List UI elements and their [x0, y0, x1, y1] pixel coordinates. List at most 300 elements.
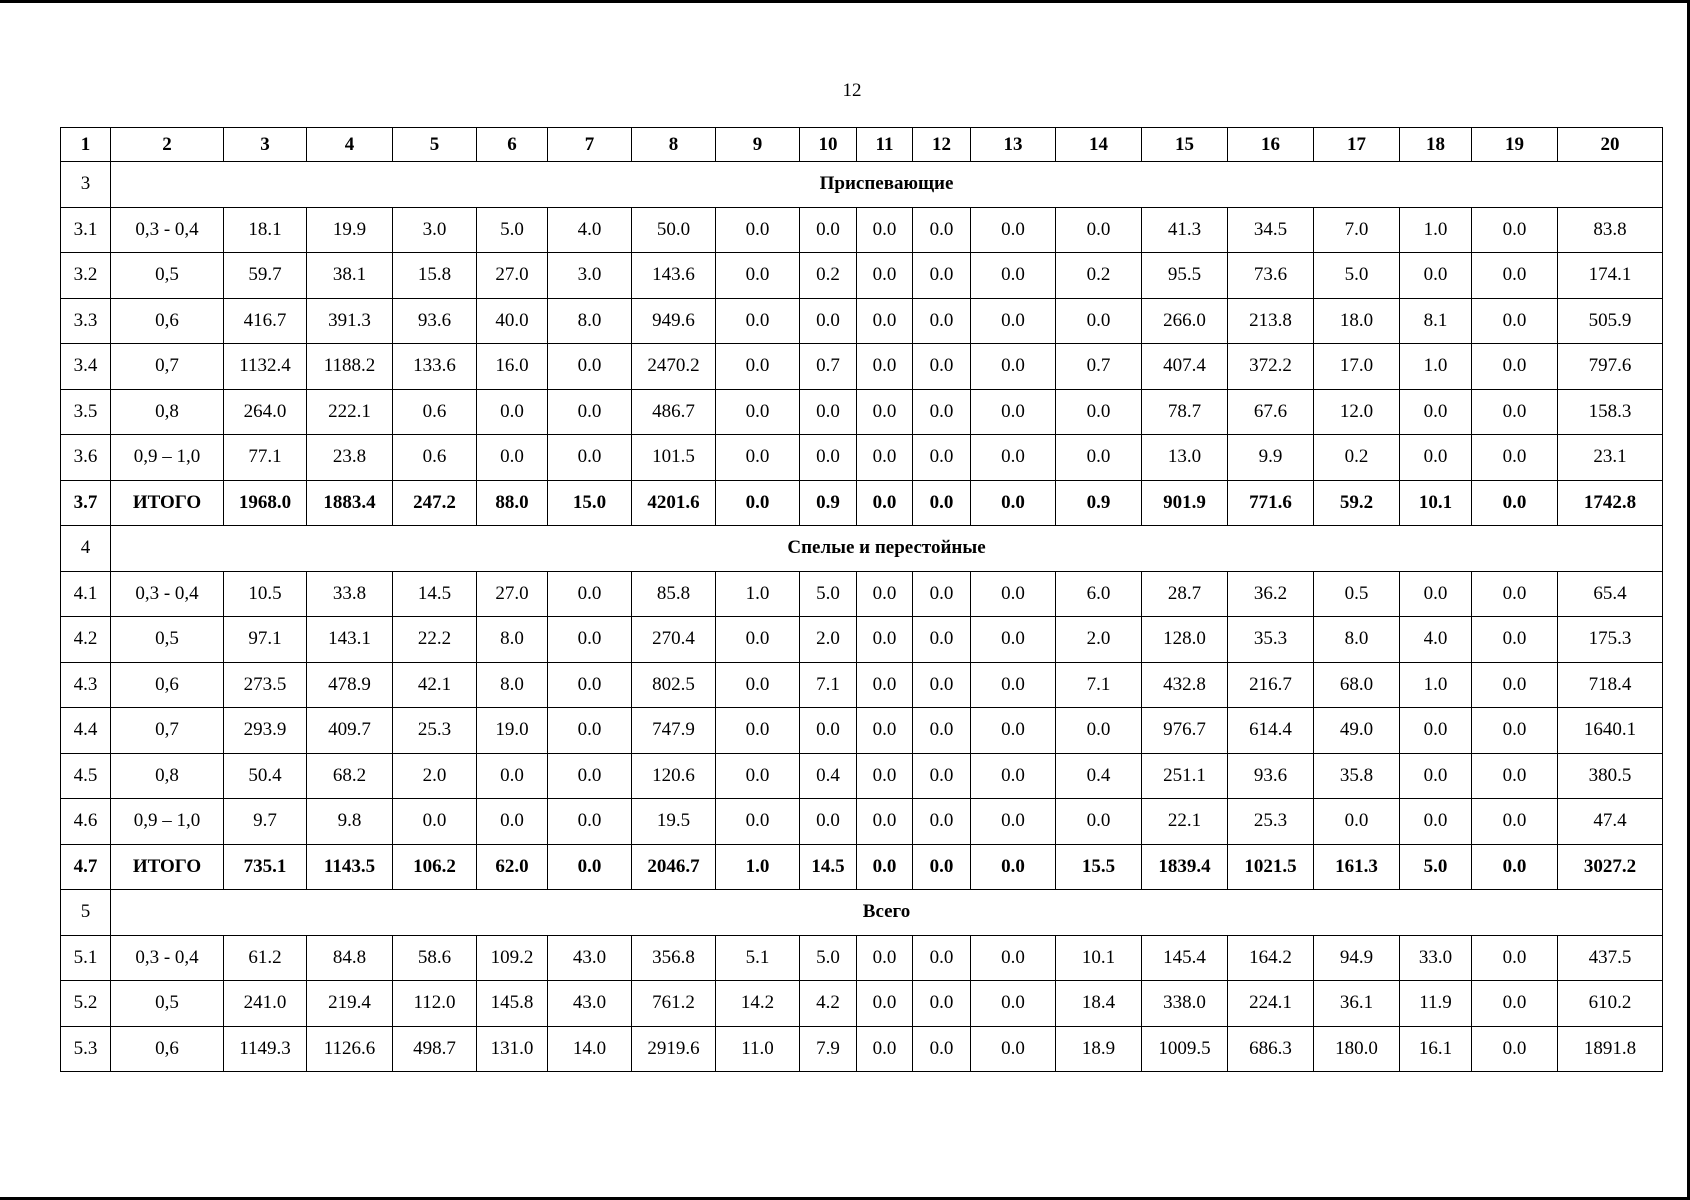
table-cell: 50.4 — [224, 753, 307, 799]
table-cell: 9.9 — [1228, 435, 1314, 481]
table-cell: 2470.2 — [632, 344, 716, 390]
table-cell: 73.6 — [1228, 253, 1314, 299]
table-cell: 4.3 — [61, 662, 111, 708]
table-cell: 1.0 — [1400, 344, 1472, 390]
table-cell: 224.1 — [1228, 981, 1314, 1027]
table-cell: 222.1 — [307, 389, 393, 435]
table-cell: 1021.5 — [1228, 844, 1314, 890]
table-cell: 4.4 — [61, 708, 111, 754]
table-cell: 0.0 — [800, 435, 857, 481]
table-cell: 0.0 — [857, 1026, 913, 1072]
table-cell: 0.0 — [971, 708, 1056, 754]
table-cell: 1009.5 — [1142, 1026, 1228, 1072]
table-cell: 0,6 — [111, 298, 224, 344]
table-cell: 270.4 — [632, 617, 716, 663]
table-cell: 0.6 — [393, 389, 477, 435]
table-cell: 3.7 — [61, 480, 111, 526]
table-row — [61, 435, 1663, 481]
table-cell: 0.0 — [1472, 753, 1558, 799]
table-cell: 5.1 — [716, 935, 800, 981]
table-cell: 0.0 — [1056, 298, 1142, 344]
table-cell: 1.0 — [1400, 662, 1472, 708]
table-cell: 17.0 — [1314, 344, 1400, 390]
column-header: 5 — [393, 128, 477, 162]
table-cell: 797.6 — [1558, 344, 1663, 390]
table-cell: 0.0 — [1400, 253, 1472, 299]
table-cell: 505.9 — [1558, 298, 1663, 344]
table-cell: 11.9 — [1400, 981, 1472, 1027]
table-cell: 0.0 — [1472, 571, 1558, 617]
column-header: 18 — [1400, 128, 1472, 162]
table-cell: 0.0 — [1400, 571, 1472, 617]
table-cell: 33.0 — [1400, 935, 1472, 981]
table-cell: 93.6 — [1228, 753, 1314, 799]
table-cell: 0,7 — [111, 708, 224, 754]
table-cell: 4.0 — [548, 207, 632, 253]
column-header: 15 — [1142, 128, 1228, 162]
column-header: 10 — [800, 128, 857, 162]
table-cell: 8.0 — [548, 298, 632, 344]
table-cell: 22.2 — [393, 617, 477, 663]
table-cell: 0.0 — [913, 708, 971, 754]
table-cell: 219.4 — [307, 981, 393, 1027]
table-cell: 42.1 — [393, 662, 477, 708]
table-cell: 7.0 — [1314, 207, 1400, 253]
table-cell: 0.0 — [800, 799, 857, 845]
table-cell: 19.0 — [477, 708, 548, 754]
table-row — [61, 799, 1663, 845]
table-cell: 391.3 — [307, 298, 393, 344]
table-cell: 50.0 — [632, 207, 716, 253]
table-cell: 1883.4 — [307, 480, 393, 526]
table-cell: 5.2 — [61, 981, 111, 1027]
table-cell: 47.4 — [1558, 799, 1663, 845]
table-cell: 0.0 — [716, 207, 800, 253]
table-cell: 1891.8 — [1558, 1026, 1663, 1072]
table-cell: 0.0 — [913, 935, 971, 981]
table-cell: 2919.6 — [632, 1026, 716, 1072]
table-cell: 0.0 — [857, 344, 913, 390]
table-cell: 65.4 — [1558, 571, 1663, 617]
table-cell: 97.1 — [224, 617, 307, 663]
table-cell: 120.6 — [632, 753, 716, 799]
table-cell: 0.0 — [393, 799, 477, 845]
column-header: 20 — [1558, 128, 1663, 162]
total-row — [61, 480, 1663, 526]
column-header: 7 — [548, 128, 632, 162]
table-cell: 175.3 — [1558, 617, 1663, 663]
table-cell: 34.5 — [1228, 207, 1314, 253]
table-cell: 0.4 — [800, 753, 857, 799]
table-cell: 0.0 — [857, 844, 913, 890]
table-cell: 409.7 — [307, 708, 393, 754]
table-cell: 0.0 — [716, 617, 800, 663]
table-cell: 9.8 — [307, 799, 393, 845]
table-cell: 0.7 — [1056, 344, 1142, 390]
section-number: 4 — [61, 526, 111, 572]
table-cell: 145.4 — [1142, 935, 1228, 981]
table-cell: 0.0 — [857, 708, 913, 754]
table-cell: 3.4 — [61, 344, 111, 390]
table-cell: 0.0 — [1472, 935, 1558, 981]
table-cell: 15.8 — [393, 253, 477, 299]
table-cell: 213.8 — [1228, 298, 1314, 344]
section-row — [61, 890, 1663, 936]
table-cell: 0.0 — [971, 207, 1056, 253]
table-cell: 0.0 — [1056, 799, 1142, 845]
table-cell: 2.0 — [800, 617, 857, 663]
table-cell: 14.0 — [548, 1026, 632, 1072]
table-cell: 4.6 — [61, 799, 111, 845]
table-cell: 1.0 — [1400, 207, 1472, 253]
table-cell: 0.0 — [913, 799, 971, 845]
table-cell: 735.1 — [224, 844, 307, 890]
table-cell: 3.3 — [61, 298, 111, 344]
table-cell: 0.0 — [1472, 480, 1558, 526]
table-cell: 0,7 — [111, 344, 224, 390]
table-cell: 0.0 — [913, 389, 971, 435]
table-row — [61, 253, 1663, 299]
table-cell: 88.0 — [477, 480, 548, 526]
table-cell: 35.3 — [1228, 617, 1314, 663]
table-cell: 59.2 — [1314, 480, 1400, 526]
table-cell: 0.0 — [548, 799, 632, 845]
table-cell: 432.8 — [1142, 662, 1228, 708]
table-cell: 35.8 — [1314, 753, 1400, 799]
table-cell: 0.0 — [857, 799, 913, 845]
column-header: 3 — [224, 128, 307, 162]
table-cell: 266.0 — [1142, 298, 1228, 344]
table-cell: 0.0 — [1400, 435, 1472, 481]
table-cell: 0.0 — [971, 571, 1056, 617]
table-cell: 0,5 — [111, 981, 224, 1027]
table-cell: 5.0 — [1314, 253, 1400, 299]
table-cell: 112.0 — [393, 981, 477, 1027]
table-cell: 0.0 — [1472, 435, 1558, 481]
table-cell: 0.0 — [971, 435, 1056, 481]
table-cell: 0.0 — [913, 617, 971, 663]
table-cell: 95.5 — [1142, 253, 1228, 299]
table-cell: 0.0 — [913, 207, 971, 253]
table-cell: 14.5 — [800, 844, 857, 890]
table-cell: 58.6 — [393, 935, 477, 981]
table-cell: 0.4 — [1056, 753, 1142, 799]
table-cell: 131.0 — [477, 1026, 548, 1072]
table-cell: 0.0 — [548, 753, 632, 799]
table-cell: 27.0 — [477, 571, 548, 617]
table-cell: 6.0 — [1056, 571, 1142, 617]
page-number: 12 — [842, 80, 862, 101]
table-cell: 0.0 — [716, 708, 800, 754]
table-cell: 10.1 — [1400, 480, 1472, 526]
table-cell: 2.0 — [1056, 617, 1142, 663]
table-cell: 12.0 — [1314, 389, 1400, 435]
table-cell: 0.7 — [800, 344, 857, 390]
table-cell: 3.6 — [61, 435, 111, 481]
table-cell: 8.1 — [1400, 298, 1472, 344]
table-cell: 0.0 — [548, 571, 632, 617]
table-cell: 3027.2 — [1558, 844, 1663, 890]
table-cell: 976.7 — [1142, 708, 1228, 754]
table-cell: 0.0 — [477, 435, 548, 481]
table-row — [61, 344, 1663, 390]
table-cell: 0.0 — [971, 1026, 1056, 1072]
table-cell: 36.2 — [1228, 571, 1314, 617]
table-cell: 8.0 — [477, 662, 548, 708]
table-cell: 0.0 — [548, 662, 632, 708]
table-cell: 1742.8 — [1558, 480, 1663, 526]
table-cell: 0.0 — [913, 298, 971, 344]
column-header: 6 — [477, 128, 548, 162]
table-cell: 0.0 — [971, 389, 1056, 435]
table-row — [61, 753, 1663, 799]
table-cell: 338.0 — [1142, 981, 1228, 1027]
table-cell: 0.0 — [1472, 799, 1558, 845]
table-cell: 0.0 — [1472, 708, 1558, 754]
table-cell: 241.0 — [224, 981, 307, 1027]
table-cell: 416.7 — [224, 298, 307, 344]
table-cell: 1.0 — [716, 571, 800, 617]
table-cell: 0.0 — [857, 617, 913, 663]
table-cell: 372.2 — [1228, 344, 1314, 390]
table-cell: 747.9 — [632, 708, 716, 754]
table-cell: 180.0 — [1314, 1026, 1400, 1072]
table-cell: 273.5 — [224, 662, 307, 708]
table-body — [61, 128, 1663, 1072]
table-cell: ИТОГО — [111, 480, 224, 526]
table-cell: 0.0 — [1472, 344, 1558, 390]
table-row — [61, 617, 1663, 663]
table-cell: 0.0 — [548, 617, 632, 663]
table-cell: 161.3 — [1314, 844, 1400, 890]
table-cell: 7.1 — [800, 662, 857, 708]
table-cell: 10.5 — [224, 571, 307, 617]
table-cell: 7.9 — [800, 1026, 857, 1072]
table-cell: 0.0 — [1472, 298, 1558, 344]
table-cell: 0.0 — [477, 799, 548, 845]
table-cell: 18.1 — [224, 207, 307, 253]
table-cell: 0.0 — [971, 253, 1056, 299]
table-cell: 93.6 — [393, 298, 477, 344]
table-cell: 11.0 — [716, 1026, 800, 1072]
table-cell: 68.0 — [1314, 662, 1400, 708]
table-cell: 949.6 — [632, 298, 716, 344]
table-cell: 718.4 — [1558, 662, 1663, 708]
table-cell: 15.5 — [1056, 844, 1142, 890]
table-cell: 3.0 — [548, 253, 632, 299]
table-cell: 614.4 — [1228, 708, 1314, 754]
table-row — [61, 662, 1663, 708]
column-header: 16 — [1228, 128, 1314, 162]
table-cell: 0.0 — [1056, 389, 1142, 435]
table-cell: 498.7 — [393, 1026, 477, 1072]
table-cell: 0.0 — [857, 571, 913, 617]
table-cell: 1.0 — [716, 844, 800, 890]
table-cell: 59.7 — [224, 253, 307, 299]
table-cell: 2046.7 — [632, 844, 716, 890]
table-cell: 23.8 — [307, 435, 393, 481]
table-cell: 761.2 — [632, 981, 716, 1027]
table-cell: 1188.2 — [307, 344, 393, 390]
table-cell: 4201.6 — [632, 480, 716, 526]
section-title: Приспевающие — [111, 162, 1663, 208]
table-row — [61, 298, 1663, 344]
column-header: 12 — [913, 128, 971, 162]
table-cell: 0.0 — [1472, 1026, 1558, 1072]
table-cell: 0.2 — [800, 253, 857, 299]
table-cell: 1132.4 — [224, 344, 307, 390]
table-cell: ИТОГО — [111, 844, 224, 890]
table-cell: 0.0 — [971, 617, 1056, 663]
table-cell: 0.0 — [971, 981, 1056, 1027]
table-cell: 68.2 — [307, 753, 393, 799]
table-row — [61, 1026, 1663, 1072]
table-cell: 77.1 — [224, 435, 307, 481]
table-cell: 1839.4 — [1142, 844, 1228, 890]
table-cell: 40.0 — [477, 298, 548, 344]
table-row — [61, 389, 1663, 435]
table-cell: 1640.1 — [1558, 708, 1663, 754]
table-cell: 38.1 — [307, 253, 393, 299]
table-cell: 43.0 — [548, 935, 632, 981]
section-number: 3 — [61, 162, 111, 208]
table-cell: 0.0 — [800, 708, 857, 754]
table-cell: 0.0 — [857, 935, 913, 981]
section-row — [61, 526, 1663, 572]
table-cell: 0.0 — [913, 344, 971, 390]
table-cell: 19.5 — [632, 799, 716, 845]
data-table — [60, 127, 1663, 1072]
table-cell: 0.0 — [548, 344, 632, 390]
table-cell: 4.5 — [61, 753, 111, 799]
column-header: 17 — [1314, 128, 1400, 162]
table-cell: 0.0 — [1472, 662, 1558, 708]
table-cell: 0,9 – 1,0 — [111, 799, 224, 845]
table-cell: 0,8 — [111, 389, 224, 435]
table-cell: 5.0 — [800, 571, 857, 617]
table-cell: 0.9 — [1056, 480, 1142, 526]
table-cell: 14.2 — [716, 981, 800, 1027]
table-cell: 247.2 — [393, 480, 477, 526]
table-cell: 0,8 — [111, 753, 224, 799]
table-cell: 27.0 — [477, 253, 548, 299]
column-header: 19 — [1472, 128, 1558, 162]
table-cell: 0.0 — [913, 753, 971, 799]
column-header: 13 — [971, 128, 1056, 162]
table-cell: 0.0 — [1472, 844, 1558, 890]
table-cell: 0,5 — [111, 617, 224, 663]
table-cell: 4.1 — [61, 571, 111, 617]
table-cell: 0,6 — [111, 1026, 224, 1072]
table-cell: 356.8 — [632, 935, 716, 981]
table-cell: 0.0 — [913, 571, 971, 617]
table-cell: 0,3 - 0,4 — [111, 571, 224, 617]
table-cell: 0.0 — [857, 253, 913, 299]
table-cell: 158.3 — [1558, 389, 1663, 435]
section-row — [61, 162, 1663, 208]
table-cell: 0.0 — [1400, 708, 1472, 754]
table-cell: 18.9 — [1056, 1026, 1142, 1072]
table-cell: 61.2 — [224, 935, 307, 981]
table-cell: 0,3 - 0,4 — [111, 935, 224, 981]
table-cell: 3.5 — [61, 389, 111, 435]
table-cell: 0.0 — [1472, 617, 1558, 663]
table-cell: 486.7 — [632, 389, 716, 435]
table-cell: 478.9 — [307, 662, 393, 708]
table-cell: 14.5 — [393, 571, 477, 617]
table-cell: 8.0 — [477, 617, 548, 663]
table-cell: 3.2 — [61, 253, 111, 299]
table-cell: 0.0 — [971, 753, 1056, 799]
total-row — [61, 844, 1663, 890]
table-cell: 0.0 — [1056, 435, 1142, 481]
table-cell: 771.6 — [1228, 480, 1314, 526]
table-cell: 0.0 — [716, 753, 800, 799]
table-cell: 0.0 — [716, 298, 800, 344]
table-cell: 83.8 — [1558, 207, 1663, 253]
table-cell: 145.8 — [477, 981, 548, 1027]
table-cell: 0.0 — [716, 389, 800, 435]
table-cell: 13.0 — [1142, 435, 1228, 481]
table-cell: 10.1 — [1056, 935, 1142, 981]
table-cell: 5.0 — [477, 207, 548, 253]
table-cell: 1968.0 — [224, 480, 307, 526]
table-cell: 5.3 — [61, 1026, 111, 1072]
table-cell: 7.1 — [1056, 662, 1142, 708]
table-cell: 94.9 — [1314, 935, 1400, 981]
table-cell: 106.2 — [393, 844, 477, 890]
table-cell: 0.0 — [1314, 799, 1400, 845]
table-cell: 49.0 — [1314, 708, 1400, 754]
table-cell: 101.5 — [632, 435, 716, 481]
table-cell: 67.6 — [1228, 389, 1314, 435]
table-cell: 41.3 — [1142, 207, 1228, 253]
table-cell: 1149.3 — [224, 1026, 307, 1072]
table-cell: 0.0 — [716, 799, 800, 845]
table-cell: 28.7 — [1142, 571, 1228, 617]
table-cell: 0.0 — [857, 753, 913, 799]
table-cell: 0.0 — [716, 662, 800, 708]
section-title: Спелые и перестойные — [111, 526, 1663, 572]
table-cell: 0.0 — [857, 207, 913, 253]
table-cell: 0.0 — [971, 480, 1056, 526]
table-cell: 128.0 — [1142, 617, 1228, 663]
column-header: 11 — [857, 128, 913, 162]
table-cell: 0.0 — [1472, 207, 1558, 253]
table-cell: 0.0 — [913, 662, 971, 708]
table-cell: 686.3 — [1228, 1026, 1314, 1072]
table-cell: 15.0 — [548, 480, 632, 526]
table-cell: 0.0 — [477, 389, 548, 435]
column-header: 14 — [1056, 128, 1142, 162]
table-cell: 0.0 — [716, 435, 800, 481]
table-cell: 0.0 — [1056, 207, 1142, 253]
table-cell: 0.0 — [1400, 799, 1472, 845]
table-cell: 251.1 — [1142, 753, 1228, 799]
table-cell: 0.0 — [716, 253, 800, 299]
table-cell: 62.0 — [477, 844, 548, 890]
table-cell: 0.0 — [716, 480, 800, 526]
table-cell: 0.0 — [913, 1026, 971, 1072]
table-cell: 18.0 — [1314, 298, 1400, 344]
column-header: 4 — [307, 128, 393, 162]
table-cell: 0.0 — [1472, 389, 1558, 435]
table-row — [61, 935, 1663, 981]
table-cell: 4.2 — [61, 617, 111, 663]
column-header: 9 — [716, 128, 800, 162]
table-cell: 437.5 — [1558, 935, 1663, 981]
table-cell: 610.2 — [1558, 981, 1663, 1027]
